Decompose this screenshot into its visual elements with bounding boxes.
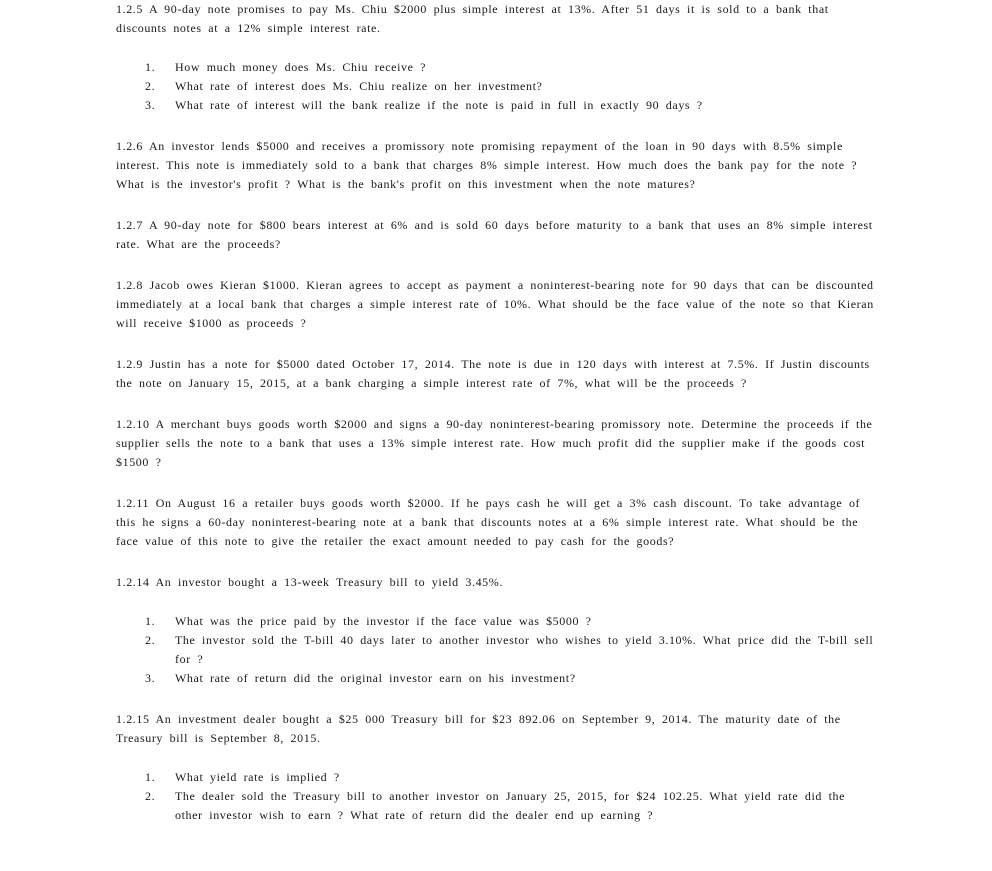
problem-1-2-9: 1.2.9 Justin has a note for $5000 dated October 17, 2014. The note is due in 120 days with interest at 7.5%. If Justin discounts the note on January 15, 2015, at a bank charging a simple interest rate of 7%, what will be the proceeds ? [116,357,870,390]
problem-1-2-6: 1.2.6 An investor lends $5000 and receives a promissory note promising repayment of the loan in 90 days with 8.5% simple interest. This note is immediately sold to a bank that charges 8% simple interest. How much does the bank pay for the note ? What is the investor's profit ? What is the bank's profit on this investment when the note matures? [116,139,858,191]
problem-1-2-14-questions [116,612,876,688]
problem-1-2-7: 1.2.7 A 90-day note for $800 bears interest at 6% and is sold 60 days before maturity to a bank that uses an 8% simple interest rate. What are the proceeds? [116,218,873,251]
list-item: 3. What rate of interest will the bank realize if the note is paid in full in exactly 90 days ? [145,98,703,112]
list-item: 2. The investor sold the T-bill 40 days later to another investor who wishes to yield 3.10%. What price did the T-bill sell for ? [145,633,874,666]
problem-list [116,0,876,825]
problem-1-2-8: 1.2.8 Jacob owes Kieran $1000. Kieran agrees to accept as payment a noninterest-bearing note for 90 days that can be discounted immediately at a local bank that charges a simple interest rate of 10%. What should be the face value of the note so that Kieran will receive $1000 as proceeds ? [116,278,874,330]
problem-1-2-5: 1.2.5 A 90-day note promises to pay Ms. Chiu $2000 plus simple interest at 13%. After 51 days it is sold to a bank that discounts notes at a 12% simple interest rate. [116,2,829,35]
list-item: 1. How much money does Ms. Chiu receive ? [145,60,427,74]
problem-1-2-10: 1.2.10 A merchant buys goods worth $2000 and signs a 90-day noninterest-bearing promissory note. Determine the proceeds if the supplier sells the note to a bank that uses a 13% simple interest rate. How much profit did the supplier make if the goods cost $1500 ? [116,417,873,469]
problem-1-2-15: 1.2.15 An investment dealer bought a $25 000 Treasury bill for $23 892.06 on September 9, 2014. The maturity date of the Treasury bill is September 8, 2015. [116,712,841,745]
problem-1-2-15-questions [116,768,876,825]
problem-1-2-5-questions [116,58,876,115]
list-item: 1. What yield rate is implied ? [145,770,340,784]
problem-1-2-11: 1.2.11 On August 16 a retailer buys goods worth $2000. If he pays cash he will get a 3% cash discount. To take advantage of this he signs a 60-day noninterest-bearing note at a bank that discounts notes at a 6% simple interest rate. What should be the face value of this note to give the retailer the exact amount needed to pay cash for the goods? [116,496,861,548]
list-item: 2. What rate of interest does Ms. Chiu realize on her investment? [145,79,543,93]
list-item: 3. What rate of return did the original investor earn on his investment? [145,671,576,685]
list-item: 2. The dealer sold the Treasury bill to another investor on January 25, 2015, for $24 102.25. What yield rate did the other investor wish to earn ? What rate of return did the dealer end up earning ? [145,789,846,822]
list-item: 1. What was the price paid by the investor if the face value was $5000 ? [145,614,592,628]
problem-1-2-14: 1.2.14 An investor bought a 13-week Treasury bill to yield 3.45%. [116,575,503,589]
